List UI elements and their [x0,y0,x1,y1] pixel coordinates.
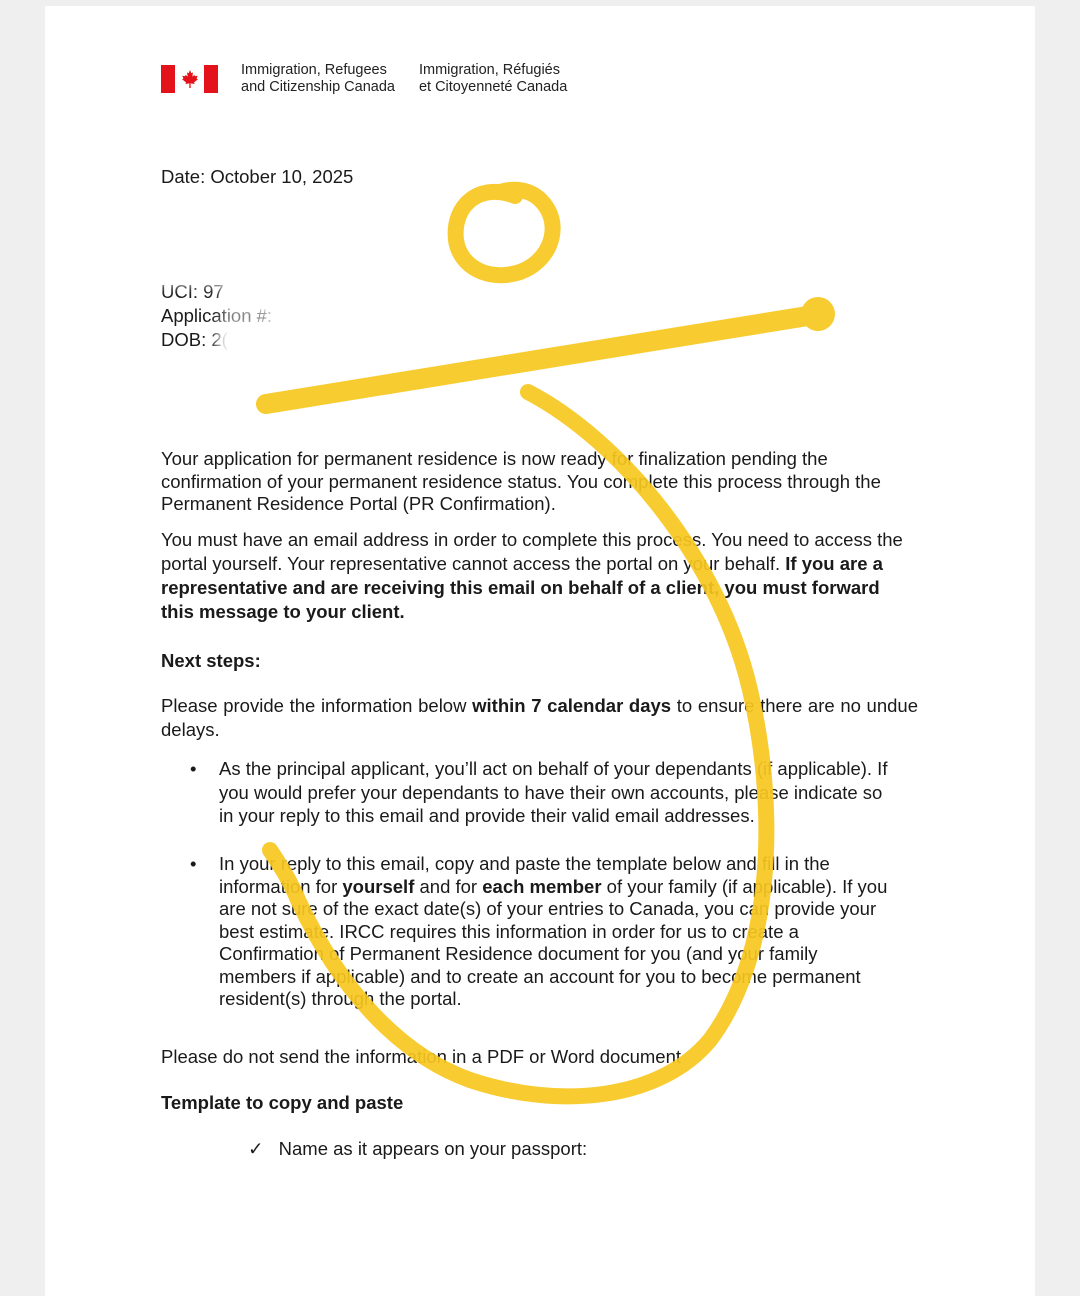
redaction-box [162,248,252,274]
bullet-template-instructions: In your reply to this email, copy and paste the template below and fill in the information for yourself and for each member of your family (if applicable). If you are not sure of the exact date(s) of your entries to Canada, you can provide your best estimate. IRCC requires this information in order for us to create a Confirmation of Permanent Residence document for you (and your family members if applicable) and to create an account for you to become permanent resident(s) through the portal. [219,853,888,1009]
dob-line: DOB: 2( [161,329,228,350]
department-name-english: Immigration, Refugees and Citizenship Canada [241,62,395,95]
bullet-dependants: As the principal applicant, you’ll act on behalf of your dependants (if applicable). If you would prefer your dependants to have their own accounts, please indicate so in your reply to this email and provide their valid email addresses. [219,758,888,826]
redaction-box [228,331,408,351]
letter-date: Date: October 10, 2025 [161,166,354,187]
list-item: • As the principal applicant, you’ll act on behalf of your dependants (if applicable). If you would prefer your dependants to have their own accounts, please indicate so in your reply to this email and provide their valid email addresses. [190,757,890,828]
list-item: • In your reply to this email, copy and paste the template below and fill in the information for yourself and for each member of your family (if applicable). If you are not sure of the exact date(s) of your entries to Canada, you can provide your best estimate. IRCC requires this information in order for us to create a Confirmation of Permanent Residence document for you (and your family members if applicable) and to create an account for you to become permanent resident(s) through the portal. [190,853,890,1011]
department-name-french: Immigration, Réfugiés et Citoyenneté Canada [418,62,568,95]
checkmark-icon: ✓ [248,1138,264,1159]
template-heading: Template to copy and paste [161,1092,404,1113]
redaction-box [234,283,404,303]
maple-leaf-icon [180,69,200,89]
intro-paragraph: Your application for permanent residence is now ready for finalization pending the confirmation of your permanent residence status. You complete this process through the Permanent Residence Portal (PR Confirmation). [161,448,881,514]
portal-access-paragraph: You must have an email address in order to complete this process. You need to access the portal yourself. Your representative cannot access the portal on your behalf. If you are a representative and are receiving this email on behalf of a client, you must forward this message to your client. [161,529,903,622]
next-steps-heading: Next steps: [161,650,261,671]
application-number-line: Application #: [161,305,273,326]
next-steps-paragraph: Please provide the information below within 7 calendar days to ensure there are no undue delays. [161,695,919,740]
canada-flag-icon [161,65,218,93]
redaction-box [240,244,440,274]
letterhead [161,62,567,96]
redaction-box [282,307,422,327]
pdf-note: Please do not send the information in a PDF or Word document [161,1046,681,1067]
template-checklist-item: ✓ Name as it appears on your passport: [248,1138,588,1159]
uci-line: UCI: 97 [161,281,224,302]
